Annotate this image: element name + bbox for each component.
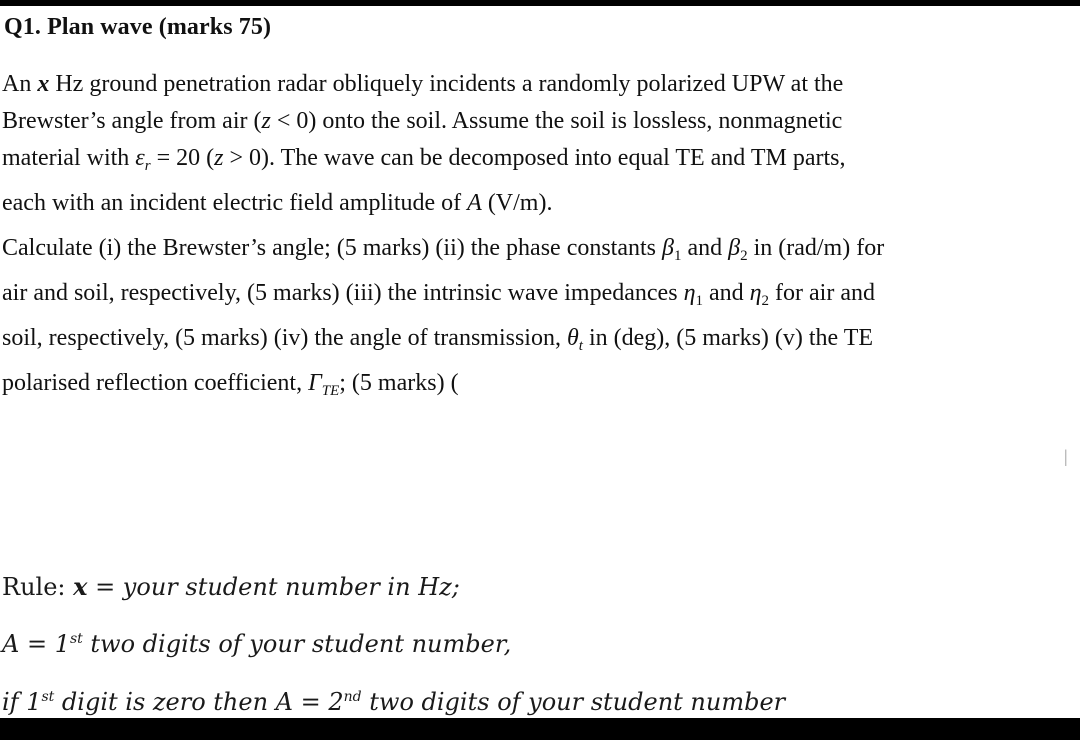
statement-line-4: each with an incident electric field amplitude of A (V/m). xyxy=(2,190,553,216)
statement-line-3: material with $\varepsilon_r = 20$ (z > 0). The wave can be decomposed into equal TE and TM parts, xyxy=(2,145,846,174)
beta-symbol: β xyxy=(662,235,674,261)
task-list xyxy=(2,230,1078,410)
rule-line-2: A = 1st two digits of your student number, xyxy=(2,630,512,658)
rule-line-1: Rule: x = your student number in Hz; xyxy=(2,572,460,601)
task-line-2: air and soil, respectively, (5 marks) (iii) the intrinsic wave impedances $\eta_1$ and $\eta_2$ for air and xyxy=(2,280,875,309)
task-line-3: soil, respectively, (5 marks) (iv) the angle of transmission, $\theta_t$ in (deg), (5 marks) (v) the TE xyxy=(2,325,874,354)
scan-mark: | xyxy=(1064,446,1068,466)
task-line-4: polarised reflection coefficient, $\Gamma_{TE}$; (5 marks) ( xyxy=(2,370,459,399)
bottom-border xyxy=(0,718,1080,740)
task-line-1: Calculate (i) the Brewster’s angle; (5 marks) (ii) the phase constants $\beta_1$ and $\beta_2$ in (rad/m) for xyxy=(2,235,885,264)
theta-symbol: θ xyxy=(566,325,579,351)
problem-statement xyxy=(2,66,1078,222)
eta-symbol: η xyxy=(683,280,696,306)
permittivity-symbol: ε xyxy=(135,145,145,171)
variable-z: z xyxy=(261,108,271,134)
document-page xyxy=(0,6,1080,718)
gamma-symbol: Γ xyxy=(308,370,322,396)
variable-A: A xyxy=(467,190,482,216)
statement-line-1: An x Hz ground penetration radar obliquely incidents a randomly polarized UPW at the xyxy=(2,71,844,97)
question-title: Q1. Plan wave (marks 75) xyxy=(4,14,272,40)
rule-line-3: if 1st digit is zero then A = 2nd two digits of your student number xyxy=(2,688,786,716)
statement-line-2: Brewster’s angle from air (z < 0) onto the soil. Assume the soil is lossless, nonmagnetic xyxy=(2,108,843,134)
variable-x: x xyxy=(37,71,50,97)
